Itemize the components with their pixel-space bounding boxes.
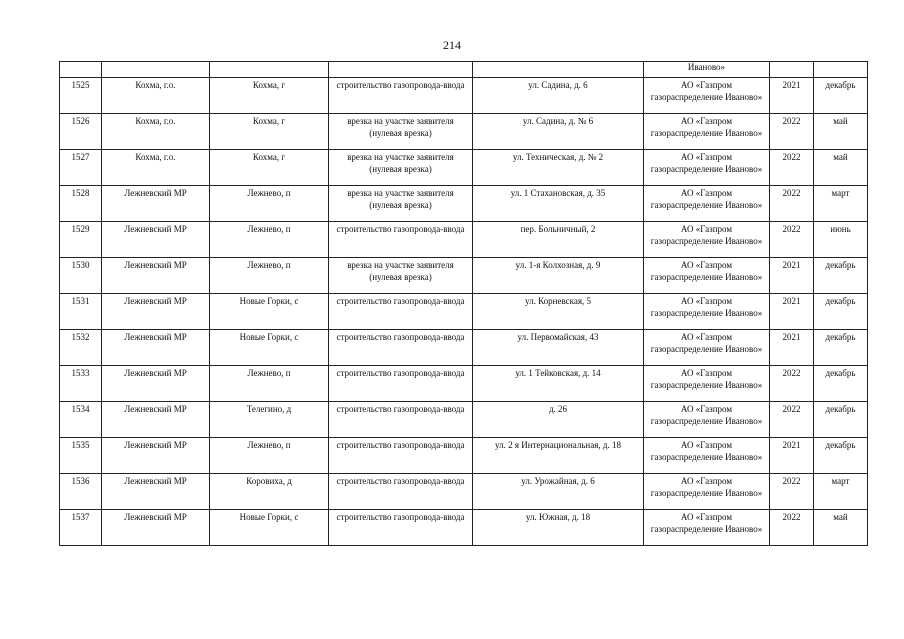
cell-year: 2022 xyxy=(770,186,814,222)
cell-year: 2022 xyxy=(770,150,814,186)
table-row xyxy=(60,294,868,330)
table-row xyxy=(60,258,868,294)
cell-month: май xyxy=(814,510,868,546)
table-row xyxy=(60,366,868,402)
table-row xyxy=(60,186,868,222)
cell-district xyxy=(102,62,210,78)
table-row xyxy=(60,330,868,366)
cell-operator: АО «Газпром газораспределение Иваново» xyxy=(644,438,770,474)
cell-address: пер. Больничный, 2 xyxy=(473,222,644,258)
cell-locality: Новые Горки, с xyxy=(210,294,329,330)
cell-year: 2022 xyxy=(770,114,814,150)
cell-month: декабрь xyxy=(814,78,868,114)
cell-address: ул. 2 я Интернациональная, д. 18 xyxy=(473,438,644,474)
cell-work: строительство газопровода-ввода xyxy=(329,402,473,438)
cell-locality: Кохма, г xyxy=(210,78,329,114)
cell-month: декабрь xyxy=(814,438,868,474)
cell-district: Лежневский МР xyxy=(102,222,210,258)
cell-address xyxy=(473,62,644,78)
cell-no: 1533 xyxy=(60,366,102,402)
cell-no xyxy=(60,62,102,78)
cell-no: 1531 xyxy=(60,294,102,330)
cell-no: 1530 xyxy=(60,258,102,294)
cell-month xyxy=(814,62,868,78)
cell-district: Лежневский МР xyxy=(102,474,210,510)
cell-year: 2021 xyxy=(770,78,814,114)
cell-district: Лежневский МР xyxy=(102,186,210,222)
cell-operator: АО «Газпром газораспределение Иваново» xyxy=(644,294,770,330)
cell-work: строительство газопровода-ввода xyxy=(329,474,473,510)
cell-operator: АО «Газпром газораспределение Иваново» xyxy=(644,330,770,366)
cell-district: Лежневский МР xyxy=(102,330,210,366)
cell-locality: Кохма, г xyxy=(210,114,329,150)
table-row xyxy=(60,510,868,546)
cell-locality: Лежнево, п xyxy=(210,366,329,402)
cell-locality: Лежнево, п xyxy=(210,186,329,222)
cell-month: март xyxy=(814,474,868,510)
cell-district: Лежневский МР xyxy=(102,438,210,474)
cell-operator: АО «Газпром газораспределение Иваново» xyxy=(644,150,770,186)
cell-work: врезка на участке заявителя (нулевая врезка) xyxy=(329,150,473,186)
cell-no: 1535 xyxy=(60,438,102,474)
cell-work: строительство газопровода-ввода xyxy=(329,294,473,330)
cell-month: май xyxy=(814,150,868,186)
cell-year: 2022 xyxy=(770,366,814,402)
cell-no: 1534 xyxy=(60,402,102,438)
cell-district: Кохма, г.о. xyxy=(102,150,210,186)
cell-work: строительство газопровода-ввода xyxy=(329,366,473,402)
cell-district: Лежневский МР xyxy=(102,402,210,438)
cell-locality: Лежнево, п xyxy=(210,258,329,294)
continuation-row xyxy=(60,62,868,78)
cell-address: ул. Первомайская, 43 xyxy=(473,330,644,366)
cell-address: ул. Техническая, д. № 2 xyxy=(473,150,644,186)
cell-month: декабрь xyxy=(814,366,868,402)
cell-year: 2022 xyxy=(770,474,814,510)
table-row xyxy=(60,474,868,510)
cell-operator: АО «Газпром газораспределение Иваново» xyxy=(644,366,770,402)
cell-operator: АО «Газпром газораспределение Иваново» xyxy=(644,510,770,546)
cell-year: 2022 xyxy=(770,510,814,546)
cell-district: Лежневский МР xyxy=(102,294,210,330)
cell-address: ул. 1 Стахановская, д. 35 xyxy=(473,186,644,222)
cell-district: Кохма, г.о. xyxy=(102,78,210,114)
cell-work: строительство газопровода-ввода xyxy=(329,438,473,474)
cell-work: строительство газопровода-ввода xyxy=(329,510,473,546)
cell-locality: Коровиха, д xyxy=(210,474,329,510)
cell-no: 1528 xyxy=(60,186,102,222)
page-number: 214 xyxy=(443,38,461,52)
cell-operator: АО «Газпром газораспределение Иваново» xyxy=(644,78,770,114)
cell-district: Лежневский МР xyxy=(102,258,210,294)
table-row xyxy=(60,150,868,186)
cell-operator: АО «Газпром газораспределение Иваново» xyxy=(644,474,770,510)
cell-work: строительство газопровода-ввода xyxy=(329,330,473,366)
cell-month: май xyxy=(814,114,868,150)
cell-work: строительство газопровода-ввода xyxy=(329,78,473,114)
table-row xyxy=(60,222,868,258)
cell-no: 1529 xyxy=(60,222,102,258)
cell-locality: Новые Горки, с xyxy=(210,330,329,366)
cell-month: июнь xyxy=(814,222,868,258)
cell-operator: АО «Газпром газораспределение Иваново» xyxy=(644,258,770,294)
cell-address: ул. 1 Тейковская, д. 14 xyxy=(473,366,644,402)
cell-address: ул. Садина, д. № 6 xyxy=(473,114,644,150)
table-row xyxy=(60,114,868,150)
cell-locality: Телегино, д xyxy=(210,402,329,438)
table-row xyxy=(60,438,868,474)
cell-district: Лежневский МР xyxy=(102,510,210,546)
cell-address: д. 26 xyxy=(473,402,644,438)
cell-address: ул. Урожайная, д. 6 xyxy=(473,474,644,510)
cell-no: 1537 xyxy=(60,510,102,546)
cell-address: ул. Садина, д. 6 xyxy=(473,78,644,114)
cell-district: Кохма, г.о. xyxy=(102,114,210,150)
cell-year: 2021 xyxy=(770,330,814,366)
cell-year: 2021 xyxy=(770,258,814,294)
cell-month: декабрь xyxy=(814,402,868,438)
cell-no: 1532 xyxy=(60,330,102,366)
table-row xyxy=(60,402,868,438)
cell-no: 1525 xyxy=(60,78,102,114)
cell-work: строительство газопровода-ввода xyxy=(329,222,473,258)
cell-district: Лежневский МР xyxy=(102,366,210,402)
cell-year: 2022 xyxy=(770,402,814,438)
cell-locality: Лежнево, п xyxy=(210,222,329,258)
cell-work: врезка на участке заявителя (нулевая врезка) xyxy=(329,114,473,150)
cell-locality: Лежнево, п xyxy=(210,438,329,474)
cell-year: 2021 xyxy=(770,294,814,330)
cell-address: ул. Южная, д. 18 xyxy=(473,510,644,546)
cell-operator: АО «Газпром газораспределение Иваново» xyxy=(644,186,770,222)
cell-work: врезка на участке заявителя (нулевая врезка) xyxy=(329,258,473,294)
table-body xyxy=(60,62,868,546)
cell-year: 2022 xyxy=(770,222,814,258)
cell-operator: АО «Газпром газораспределение Иваново» xyxy=(644,114,770,150)
cell-month: декабрь xyxy=(814,258,868,294)
cell-address: ул. 1-я Колхозная, д. 9 xyxy=(473,258,644,294)
cell-work: врезка на участке заявителя (нулевая врезка) xyxy=(329,186,473,222)
cell-operator: АО «Газпром газораспределение Иваново» xyxy=(644,402,770,438)
cell-locality: Кохма, г xyxy=(210,150,329,186)
gasification-table xyxy=(59,61,868,546)
cell-locality xyxy=(210,62,329,78)
cell-locality: Новые Горки, с xyxy=(210,510,329,546)
cell-no: 1526 xyxy=(60,114,102,150)
cell-month: декабрь xyxy=(814,294,868,330)
cell-operator: АО «Газпром газораспределение Иваново» xyxy=(644,222,770,258)
cell-no: 1536 xyxy=(60,474,102,510)
cell-month: декабрь xyxy=(814,330,868,366)
cell-work xyxy=(329,62,473,78)
cell-year: 2021 xyxy=(770,438,814,474)
cell-address: ул. Корневская, 5 xyxy=(473,294,644,330)
table-row xyxy=(60,78,868,114)
cell-no: 1527 xyxy=(60,150,102,186)
cell-operator: Иваново» xyxy=(644,62,770,78)
cell-month: март xyxy=(814,186,868,222)
cell-year xyxy=(770,62,814,78)
